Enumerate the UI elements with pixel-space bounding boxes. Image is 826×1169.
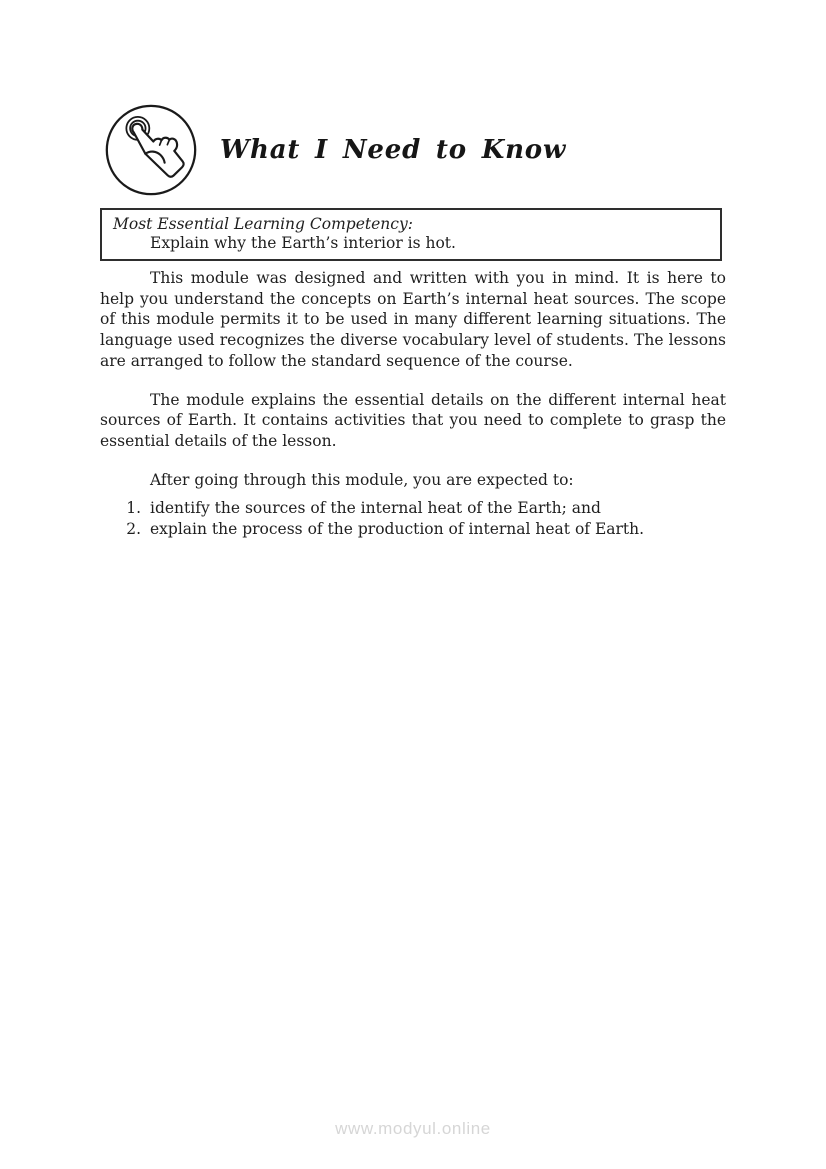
touch-press-icon [104,103,198,197]
footer-url: www.modyul.online [335,1119,491,1138]
competency-box [100,208,722,261]
objective-item: 1. identify the sources of the internal heat of the Earth; and [146,498,726,519]
competency-statement: Explain why the Earth’s interior is hot. [150,233,456,252]
competency-label: Most Essential Learning Competency: [113,215,413,233]
objectives-list [100,498,726,539]
page-title: What I Need to Know [220,135,567,165]
paragraph-overview: This module was designed and written with you in mind. It is here to help you understand the concepts on Earth’s internal heat sources. The scope of this module permits it to be used in many different learning situations. The language used recognizes the diverse vocabulary level of students. The lessons are arranged to follow the standard sequence of the course. [100,269,726,370]
objectives-intro: After going through this module, you are expected to: [150,470,574,489]
module-body [100,268,726,540]
paragraph-scope: The module explains the essential details on the different internal heat sources of Earth. It contains activities that you need to complete to grasp the essential details of the lesson. [100,390,726,450]
objective-item: 2. explain the process of the production of internal heat of Earth. [146,519,726,540]
